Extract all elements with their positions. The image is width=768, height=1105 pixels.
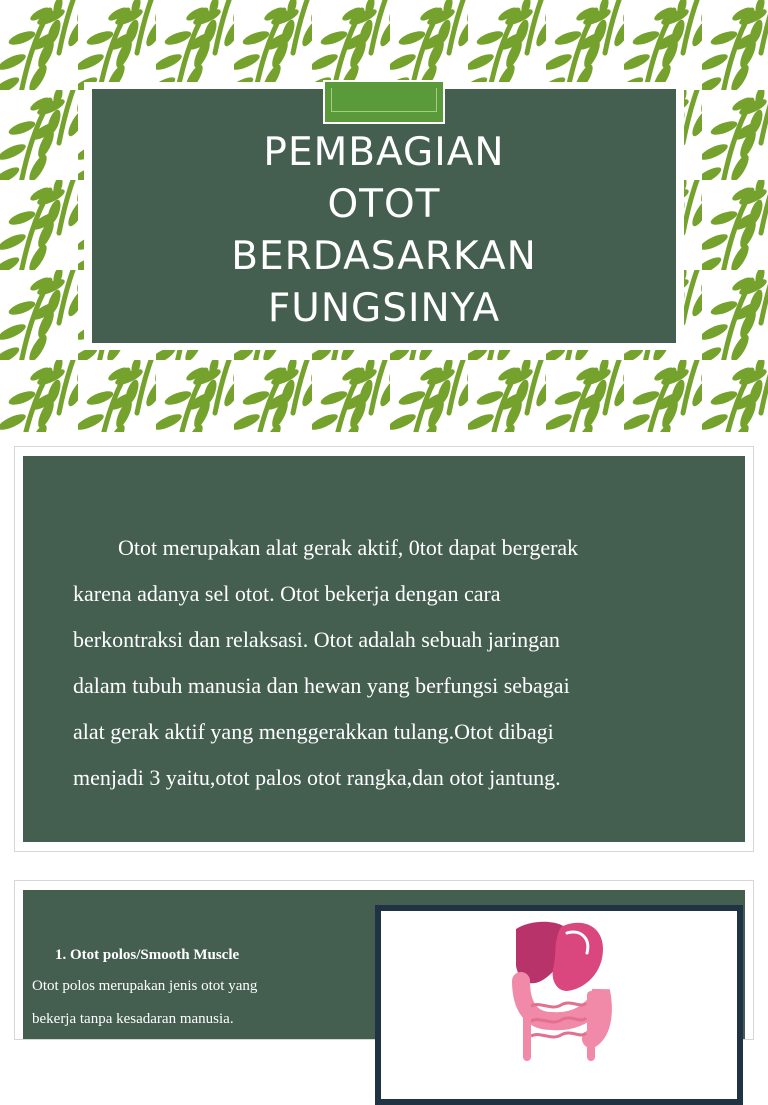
slide-title bbox=[231, 127, 537, 335]
description-slide bbox=[14, 446, 754, 852]
title-line: OTOT bbox=[327, 182, 441, 227]
title-slide bbox=[0, 0, 768, 432]
smooth-muscle-card bbox=[23, 890, 745, 1039]
paragraph-line: karena adanya sel otot. Otot bekerja dengan cara bbox=[73, 581, 501, 606]
smooth-muscle-slide bbox=[14, 880, 754, 1040]
title-line: PEMBAGIAN bbox=[263, 130, 505, 175]
title-card bbox=[84, 82, 684, 350]
illustration-frame bbox=[375, 905, 743, 1105]
digestive-organs-icon bbox=[381, 911, 737, 1099]
paragraph-line: alat gerak aktif yang menggerakkan tulang.Otot dibagi bbox=[73, 719, 554, 744]
section-body bbox=[32, 970, 332, 1036]
body-line: bekerja tanpa kesadaran manusia. bbox=[32, 1011, 234, 1027]
description-card bbox=[23, 456, 745, 842]
paragraph-line: berkontraksi dan relaksasi. Otot adalah sebuah jaringan bbox=[73, 627, 560, 652]
paragraph-line: Otot merupakan alat gerak aktif, 0tot dapat bergerak bbox=[118, 535, 579, 560]
description-paragraph bbox=[73, 525, 703, 801]
title-card-body bbox=[92, 89, 676, 343]
paragraph-line: menjadi 3 yaitu,otot palos otot rangka,dan otot jantung. bbox=[73, 765, 561, 790]
section-heading: 1. Otot polos/Smooth Muscle bbox=[55, 947, 240, 963]
paragraph-line: dalam tubuh manusia dan hewan yang berfungsi sebagai bbox=[73, 673, 570, 698]
title-line: BERDASARKAN bbox=[231, 234, 537, 279]
illustration bbox=[381, 911, 737, 1099]
title-accent-tab bbox=[323, 80, 445, 124]
title-line: FUNGSINYA bbox=[267, 286, 501, 331]
body-line: Otot polos merupakan jenis otot yang bbox=[32, 978, 258, 994]
